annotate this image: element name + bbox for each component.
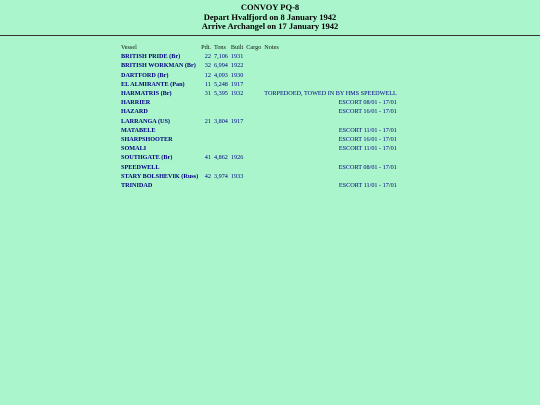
pdt-cell: [200, 98, 213, 107]
built-cell: 1917: [230, 117, 244, 125]
tons-cell: [213, 135, 230, 144]
built-cell: 1933: [230, 172, 244, 180]
pdt-cell: [200, 181, 213, 190]
pdt-cell: 21: [204, 117, 211, 125]
notes-cell: ESCORT 11/01 - 17/01: [338, 145, 397, 153]
tons-cell: [213, 181, 230, 190]
built-cell: 1930: [230, 71, 244, 79]
pdt-cell: 31: [204, 90, 211, 98]
table-row: [120, 89, 399, 98]
built-cell: 1931: [230, 53, 244, 61]
column-header-vessel: Vessel: [121, 44, 137, 51]
tons-cell: 3,804: [213, 117, 228, 125]
tons-cell: [213, 98, 230, 107]
cargo-cell: [245, 71, 263, 80]
cargo-cell: [245, 163, 263, 172]
vessel-link[interactable]: SOUTHGATE (Br): [121, 154, 173, 162]
tons-cell: 5,248: [213, 80, 228, 88]
convoy-table: [120, 43, 399, 190]
table-row: [120, 181, 399, 190]
cargo-cell: [245, 181, 263, 190]
tons-cell: 4,862: [213, 154, 228, 162]
vessel-link[interactable]: MATABELE: [121, 126, 156, 134]
tons-cell: [213, 107, 230, 116]
cargo-cell: [245, 117, 263, 126]
pdt-cell: 32: [204, 62, 211, 70]
cargo-cell: [245, 80, 263, 89]
pdt-cell: 22: [204, 53, 211, 61]
notes-cell: [263, 172, 398, 181]
cargo-cell: [245, 89, 263, 98]
notes-cell: [263, 71, 398, 80]
tons-cell: 6,994: [213, 62, 228, 70]
notes-cell: [263, 61, 398, 70]
vessel-link[interactable]: TRINIDAD: [121, 182, 153, 190]
cargo-cell: [245, 107, 263, 116]
header-divider: [0, 35, 540, 36]
column-header-built: Built: [230, 44, 244, 51]
notes-cell: ESCORT 08/01 - 17/01: [338, 163, 397, 171]
notes-cell: ESCORT 16/01 - 17/01: [338, 108, 397, 116]
pdt-cell: [200, 126, 213, 135]
notes-cell: ESCORT 16/01 - 17/01: [338, 136, 397, 144]
built-cell: 1917: [230, 80, 244, 88]
built-cell: 1932: [230, 90, 244, 98]
table-row: [120, 135, 399, 144]
tons-cell: [213, 163, 230, 172]
built-cell: [230, 135, 245, 144]
pdt-cell: 42: [204, 172, 211, 180]
cargo-cell: [245, 153, 263, 162]
notes-cell: TORPEDOED, TOWED IN BY HMS SPEEDWELL: [264, 90, 397, 98]
pdt-cell: [200, 163, 213, 172]
pdt-cell: [200, 107, 213, 116]
tons-cell: [213, 126, 230, 135]
cargo-cell: [245, 61, 263, 70]
built-cell: [230, 163, 245, 172]
cargo-cell: [245, 135, 263, 144]
page-header: [0, 0, 540, 32]
vessel-link[interactable]: STARY BOLSHEVIK (Russ): [121, 172, 199, 180]
notes-cell: ESCORT 11/01 - 17/01: [338, 126, 397, 134]
notes-cell: ESCORT 08/01 - 17/01: [338, 99, 397, 107]
built-cell: [230, 144, 245, 153]
vessel-link[interactable]: LARRANGA (US): [121, 117, 170, 125]
pdt-cell: [200, 135, 213, 144]
departure-line: Depart Hvalfjord on 8 January 1942: [203, 11, 337, 22]
notes-cell: [263, 80, 398, 89]
cargo-cell: [245, 126, 263, 135]
notes-cell: [263, 52, 398, 61]
table-row: [120, 61, 399, 70]
vessel-link[interactable]: HARRIER: [121, 99, 151, 107]
pdt-cell: 11: [205, 80, 211, 88]
pdt-cell: 12: [204, 71, 211, 79]
vessel-link[interactable]: DARTFORD (Br): [121, 71, 169, 79]
arrival-line: Arrive Archangel on 17 January 1942: [201, 21, 339, 31]
table-row: [120, 107, 399, 116]
pdt-cell: 41: [204, 154, 211, 162]
built-cell: [230, 181, 245, 190]
vessel-link[interactable]: SHARPSHOOTER: [121, 136, 173, 144]
built-cell: [230, 107, 245, 116]
cargo-cell: [245, 98, 263, 107]
vessel-link[interactable]: SOMALI: [121, 145, 147, 153]
table-row: [120, 117, 399, 126]
table-row: [120, 126, 399, 135]
cargo-cell: [245, 52, 263, 61]
table-row: [120, 153, 399, 162]
vessel-link[interactable]: EL ALMIRANTE (Pan): [121, 80, 185, 88]
table-body: [120, 52, 399, 190]
column-header-notes: Notes: [264, 44, 279, 51]
table-row: [120, 172, 399, 181]
notes-cell: ESCORT 11/01 - 17/01: [338, 182, 397, 190]
vessel-link[interactable]: BRITISH PRIDE (Br): [121, 53, 181, 61]
vessel-link[interactable]: HARMATRIS (Br): [121, 90, 172, 98]
table-row: [120, 144, 399, 153]
cargo-cell: [245, 172, 263, 181]
table-row: [120, 52, 399, 61]
column-header-tons: Tons: [213, 44, 226, 51]
column-header-cargo: Cargo: [246, 44, 262, 51]
table-row: [120, 80, 399, 89]
vessel-link[interactable]: BRITISH WORKMAN (Br): [121, 62, 196, 70]
vessel-link[interactable]: HAZARD: [121, 108, 148, 116]
tons-cell: 7,106: [213, 53, 228, 61]
tons-cell: [213, 144, 230, 153]
table-header-row: [120, 43, 399, 52]
tons-cell: 4,093: [213, 71, 228, 79]
built-cell: [230, 126, 245, 135]
table-row: [120, 163, 399, 172]
vessel-link[interactable]: SPEEDWELL: [121, 163, 160, 171]
notes-cell: [263, 153, 398, 162]
notes-cell: [263, 117, 398, 126]
built-cell: 1922: [230, 62, 244, 70]
cargo-cell: [245, 144, 263, 153]
pdt-cell: [200, 144, 213, 153]
built-cell: 1926: [230, 154, 244, 162]
built-cell: [230, 98, 245, 107]
tons-cell: 3,974: [213, 172, 228, 180]
column-header-pdt: Pdt.: [201, 44, 211, 51]
table-row: [120, 98, 399, 107]
page-title: CONVOY PQ-8: [240, 2, 300, 12]
tons-cell: 5,395: [213, 90, 228, 98]
table-row: [120, 71, 399, 80]
